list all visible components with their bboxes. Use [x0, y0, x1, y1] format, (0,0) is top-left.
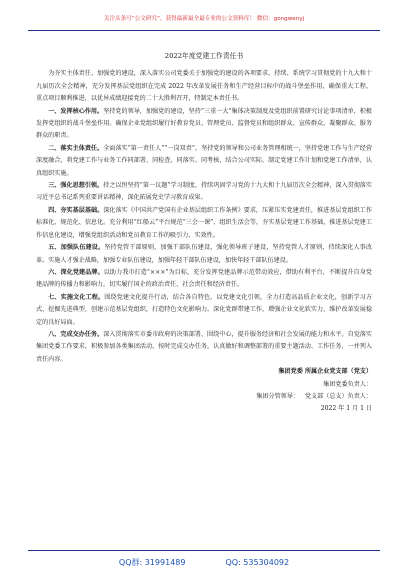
item-text: 坚持党的领导，加强党的建设，坚持“三重一大”集体决策制度及党组织前置研究讨论事项清单，积极发挥党组织的战斗堡垒作用。确保企业党组织履行好教育党员、管理党员、监督党员和组织群众、宣传群众、凝聚群众、服务群众的职责。	[36, 107, 373, 140]
header-banner: 关注头条号“公文研究”，获得最新最全最专业的公文资料库！ 微信：gongwenyj	[28, 8, 380, 31]
signature-date: 2022 年 1 月 1 日	[320, 405, 372, 413]
document-body	[36, 50, 372, 416]
signature-party-rep: 集团党委负责人：	[323, 380, 372, 388]
item-heading: 七、实施文化工程。	[48, 293, 105, 301]
item-heading: 四、夯实基层基础。	[48, 206, 104, 214]
item-text: 以助力我市打造“×××”为目标，充分发挥党建品牌示范带动效应，借助有利平台，不断提升自身党建品牌的传播力和影响力，切实履行国企的政治责任、社会责任和经济责任。	[36, 268, 372, 289]
footer-banner	[28, 550, 380, 573]
item-text: 全面落实“第一责任人”“一岗双责”，坚持党的领导和公司业务管理相统一，坚持党建工作与生产经营深度融合，将党建工作与业务工作同部署、同检查、同落实、同考核，结合公司实际，制定党建工作计划和党建工作清单，认真组织实施。	[36, 144, 373, 177]
item-heading: 八、完成交办任务。	[48, 330, 104, 338]
item-heading: 二、落实主体责任。	[48, 144, 104, 152]
document-title: 2022年度党建工作责任书	[164, 52, 244, 60]
item-heading: 一、发挥核心作用。	[48, 107, 104, 115]
item-text: 坚持党管干部原则，加强干部队伍建设，强化领导班子建设，坚持党管人才原则，持续深化人事改革。实施人才强企战略，加强专业队伍建设，加强年轻干部队伍建设，加快年轻干部队伍建设。	[36, 244, 373, 264]
item-heading: 三、强化思想引领。	[48, 182, 104, 190]
item-paragraph	[36, 180, 372, 205]
item-text: 深入贯彻落实市委市政府的决策部署，围绕中心，提升服务经济和社会发展的能力和水平。自觉落实集团党委工作要求，积极参加各类集团活动，按时完成交办任务，认真做好和调整部署的重要主题活动、工作任务，一并列入责任内容。	[36, 330, 373, 363]
item-paragraph	[36, 329, 372, 366]
item-text: 围绕党建文化提升行动，结合各自特色，以党建文化引领，全力打造高品质企业文化，创新学习方式，挖掘先进典型，创建示范基层党组织，打造特色文化影响力。深化党群带建工作，增强企业文化软实力，维护改革发展稳定的良好局面。	[36, 293, 373, 326]
item-paragraph	[36, 143, 372, 180]
intro-paragraph: 为夯实主体责任、加强党的建设，深入落实公司党委关于加强党的建设的各项要求，持续、系统学习贯彻党的十九大和十九届历次全会精神，充分发挥基层党组织在完成 2022 年改革发展任务和生产经营目标中的战斗堡垒作用，确保重大工程、重点项目顺利推进，以优异成绩迎接党的二十大胜利召开，特制定本责任书。	[36, 70, 372, 103]
footer-qq-group: QQ群: 31991489	[118, 557, 186, 567]
item-paragraph	[36, 292, 372, 329]
signature-sub-rep: 党支部（总支）负责人：	[304, 392, 372, 400]
item-heading: 五、加强队伍建设。	[48, 244, 105, 252]
signature-sub-row	[36, 391, 372, 403]
signature-sub-label: 集团分管领导：	[256, 392, 299, 400]
item-paragraph	[36, 242, 372, 267]
item-paragraph	[36, 267, 372, 292]
footer-qq: QQ: 535304092	[225, 557, 290, 567]
item-paragraph	[36, 205, 372, 242]
item-heading: 六、深化党建品牌。	[48, 268, 104, 276]
signature-org: 集团党委 所属企业党支部（党支）	[278, 368, 372, 376]
item-text: 深化落实《中国共产党国有企业基层组织工作条例》要求，压紧压实党建责任，推进基层党组织工作标准化、规范化、信息化。充分利用“红船云”平台规范“三会一课”、组织生活会等，夯实基层党建工作基础，推进基层党建工作信息化建设，增强党组织活动和党员教育工作的吸引力、实效性。	[36, 206, 373, 239]
item-paragraph	[36, 106, 372, 143]
item-text: 持之以恒坚持“第一议题”学习制度，持续巩固学习党的十九大和十九届历次全会精神，深入贯彻落实习近平总书记系列重要讲话精神，深化拓展党史学习教育成果。	[36, 182, 373, 202]
